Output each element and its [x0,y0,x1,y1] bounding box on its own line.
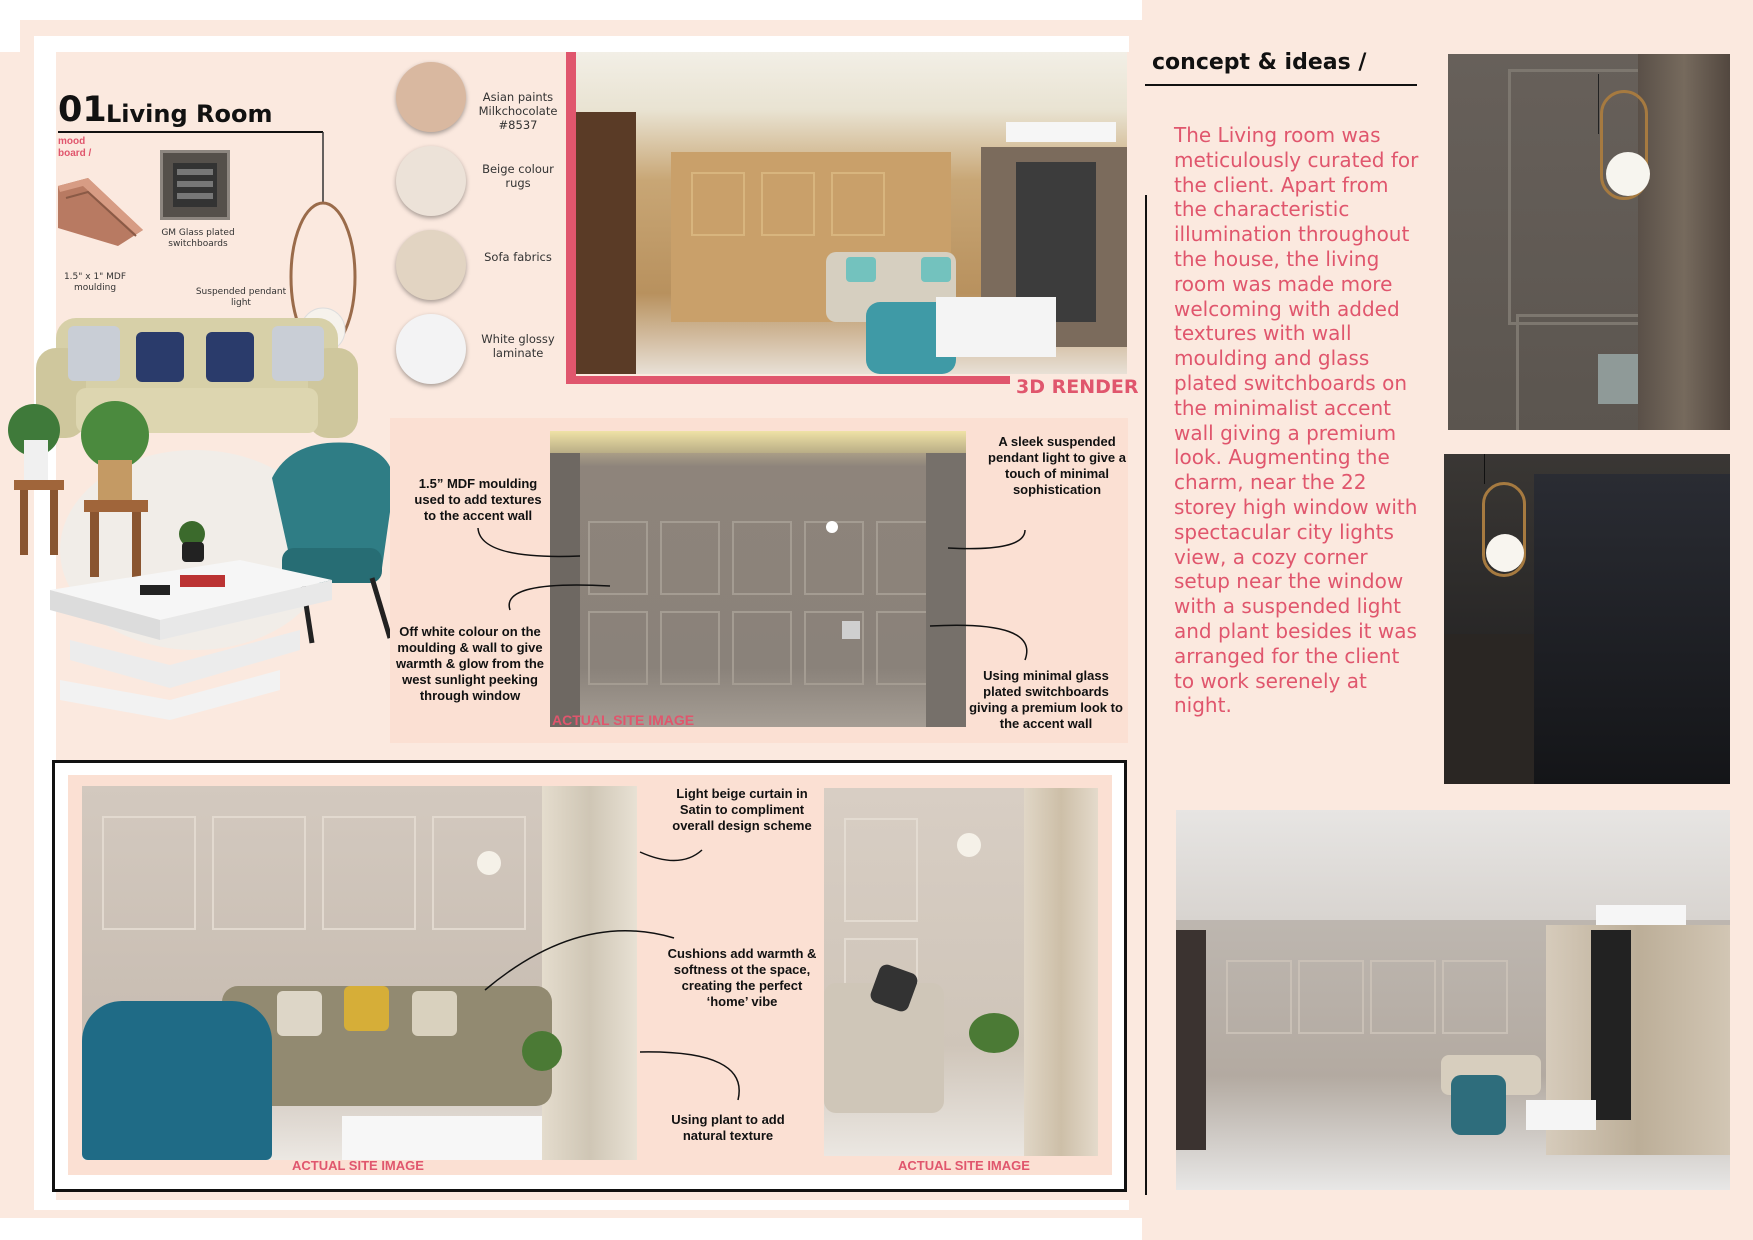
room-title: Living Room [106,100,273,128]
render-label: 3D RENDER [1016,376,1139,398]
swatch-sofa-fabric [396,230,466,300]
white-strip-left [0,0,20,52]
ann-moulding: 1.5” MDF moulding used to add textures to the accent wall [414,476,542,523]
concept-image-pendant-night [1444,454,1730,784]
ann-plant: Using plant to add natural texture [671,1112,785,1143]
switchboard-sample [160,150,230,220]
concept-body: The Living room was meticulously curated for the client. Apart from the characteristic illumination throughout the house, the living room was made more welcoming with added textures with wall moulding and glass plated switchboards on the minimalist accent wall giving a premium look. Augmenting the charm, near the 22 storey high window with spectacular city lights view, a cozy corner setup near the window with a suspended light and plant besides it was arranged for the client to work serenely at night. [1174,123,1419,718]
swatch-milkchocolate [396,62,466,132]
coffee-table [50,560,332,720]
concept-image-pendant-day [1448,54,1730,430]
concept-side-rule [1145,195,1147,1195]
moodboard-label: mood board / [58,136,92,159]
concept-title: concept & ideas / [1152,50,1367,75]
swatch-label-3: Sofa fabrics [484,250,552,264]
title-underline [58,131,323,133]
swatch-label-4: White glossy laminate [481,332,555,360]
white-strip-top [0,0,1142,20]
table-plant [170,518,220,568]
swatch-beige-rug [396,146,466,216]
white-strip-bottom [0,1218,1142,1240]
swatch-label-2: Beige colour rugs [482,162,554,190]
ann-switch: Using minimal glass plated switchboards giving a premium look to the accent wall [969,668,1123,731]
ann-cushions: Cushions add warmth & softness ot the space, creating the perfect ‘home’ vibe [667,946,817,1009]
site2-arrows [480,830,740,1120]
site2-left-label: ACTUAL SITE IMAGE [292,1158,424,1173]
plant-stool-right [70,400,170,580]
switch-label: GM Glass plated switchboards [161,228,235,249]
white-inner-top [34,36,1129,52]
ann-curtain: Light beige curtain in Satin to compliment overall design scheme [672,786,812,833]
room-number: 01 [58,90,107,130]
concept-image-panorama [1176,810,1730,1190]
concept-underline [1145,84,1417,86]
ann-pendant: A sleek suspended pendant light to give a touch of minimal sophistication [988,434,1126,497]
moulding-label: 1.5" x 1" MDF moulding [63,272,127,293]
swatch-white-laminate [396,314,466,384]
render-3d-image [576,52,1127,374]
pendant-label: Suspended pendant light [195,287,287,308]
swatch-label-1: Asian paints Milkchocolate #8537 [478,90,558,132]
white-inner-bottom [34,1200,1129,1210]
ann-offwhite: Off white colour on the moulding & wall to give warmth & glow from the west sunlight peeking through window [395,624,545,703]
site1-label: ACTUAL SITE IMAGE [552,712,695,728]
site1-arrows [460,470,1140,690]
mdf-moulding-sample [48,178,148,250]
site2-right-image [824,788,1098,1156]
site2-right-label: ACTUAL SITE IMAGE [898,1158,1030,1173]
